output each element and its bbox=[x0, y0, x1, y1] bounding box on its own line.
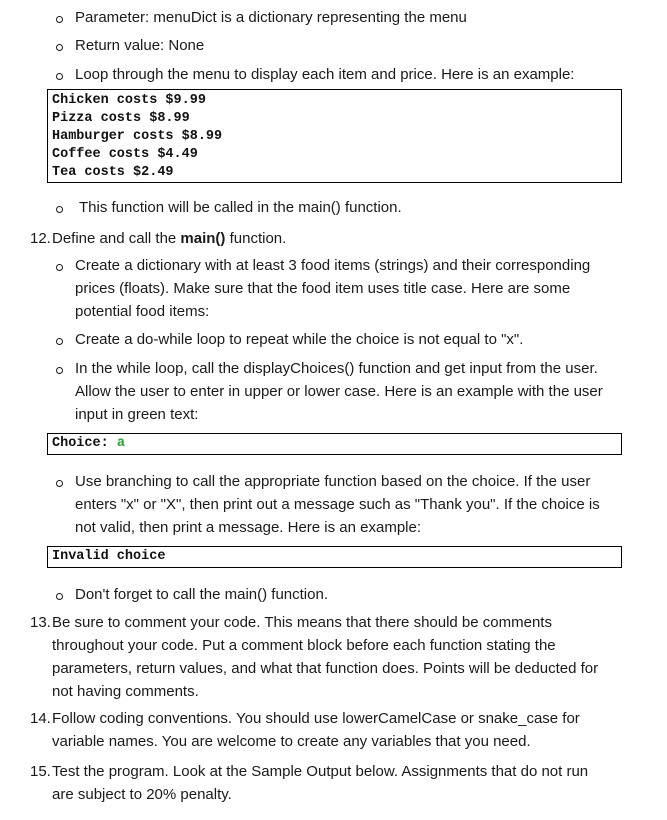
invalid-example-text: Invalid choice bbox=[52, 549, 166, 564]
step13-line: parameters, return values, and what that function does. Points will be deducted for bbox=[52, 660, 599, 677]
bullet-icon bbox=[56, 73, 63, 80]
loop-text: Loop through the menu to display each item and price. Here is an example: bbox=[75, 66, 575, 83]
menu-example-line: Chicken costs $9.99 bbox=[52, 93, 206, 108]
bullet-icon bbox=[56, 44, 63, 51]
step12-suffix: function. bbox=[225, 230, 287, 247]
return-text: Return value: None bbox=[75, 37, 205, 54]
step12-bold: main() bbox=[180, 230, 226, 247]
menu-example-line: Pizza costs $8.99 bbox=[52, 111, 190, 126]
choice-example-box bbox=[47, 433, 622, 455]
step12-bullet1-line: potential food items: bbox=[75, 303, 210, 320]
menu-example-line: Tea costs $2.49 bbox=[52, 165, 174, 180]
step15-line: Test the program. Look at the Sample Output below. Assignments that do not run bbox=[52, 763, 589, 780]
step12-bullet1-line: prices (floats). Make sure that the food item uses title case. Here are some bbox=[75, 280, 571, 297]
step13-line: throughout your code. Put a comment block before each function stating the bbox=[52, 637, 556, 654]
bullet-icon bbox=[56, 16, 63, 23]
dont-forget-text: Don't forget to call the main() function. bbox=[75, 586, 328, 603]
step-number: 14. bbox=[30, 710, 51, 727]
step12-bullet3-line: In the while loop, call the displayChoices() function and get input from the user. bbox=[75, 360, 598, 377]
step12-bullet3-line: input in green text: bbox=[75, 406, 199, 423]
called-in-main-text: This function will be called in the main() function. bbox=[79, 199, 402, 216]
step14-line: variable names. You are welcome to create any variables that you need. bbox=[52, 733, 531, 750]
step12-prefix: Define and call the bbox=[52, 230, 181, 247]
step13-line: Be sure to comment your code. This means that there should be comments bbox=[52, 614, 552, 631]
step14-line: Follow coding conventions. You should use lowerCamelCase or snake_case for bbox=[52, 710, 580, 727]
step12-text bbox=[52, 229, 286, 249]
choice-input: a bbox=[116, 436, 125, 451]
step13-line: not having comments. bbox=[52, 683, 199, 700]
step12-bullet1-line: Create a dictionary with at least 3 food items (strings) and their corresponding bbox=[75, 257, 591, 274]
bullet-icon bbox=[56, 593, 63, 600]
menu-example-line: Hamburger costs $8.99 bbox=[52, 129, 223, 144]
bullet-icon bbox=[56, 480, 63, 487]
bullet-icon bbox=[56, 264, 63, 271]
menu-example-line: Coffee costs $4.49 bbox=[52, 147, 198, 162]
bullet-icon bbox=[56, 367, 63, 374]
step-number: 15. bbox=[30, 763, 51, 780]
step12-bullet4-line: Use branching to call the appropriate function based on the choice. If the user bbox=[75, 473, 591, 490]
bullet-icon bbox=[56, 206, 63, 213]
bullet-icon bbox=[56, 338, 63, 345]
step-number: 12. bbox=[30, 230, 51, 247]
step15-line: are subject to 20% penalty. bbox=[52, 786, 232, 803]
step12-bullet2: Create a do-while loop to repeat while the choice is not equal to "x". bbox=[75, 331, 524, 348]
param-text: Parameter: menuDict is a dictionary representing the menu bbox=[75, 9, 467, 26]
invalid-example-box bbox=[47, 546, 622, 568]
menu-example-box bbox=[47, 89, 622, 183]
step-number: 13. bbox=[30, 614, 51, 631]
step12-bullet4-line: enters "x" or "X", then print out a message such as "Thank you". If the choice is bbox=[75, 496, 600, 513]
choice-label: Choice: bbox=[52, 436, 117, 451]
step12-bullet3-line: Allow the user to enter in upper or lower case. Here is an example with the user bbox=[75, 383, 603, 400]
step12-bullet4-line: not valid, then print a message. Here is an example: bbox=[75, 519, 422, 536]
